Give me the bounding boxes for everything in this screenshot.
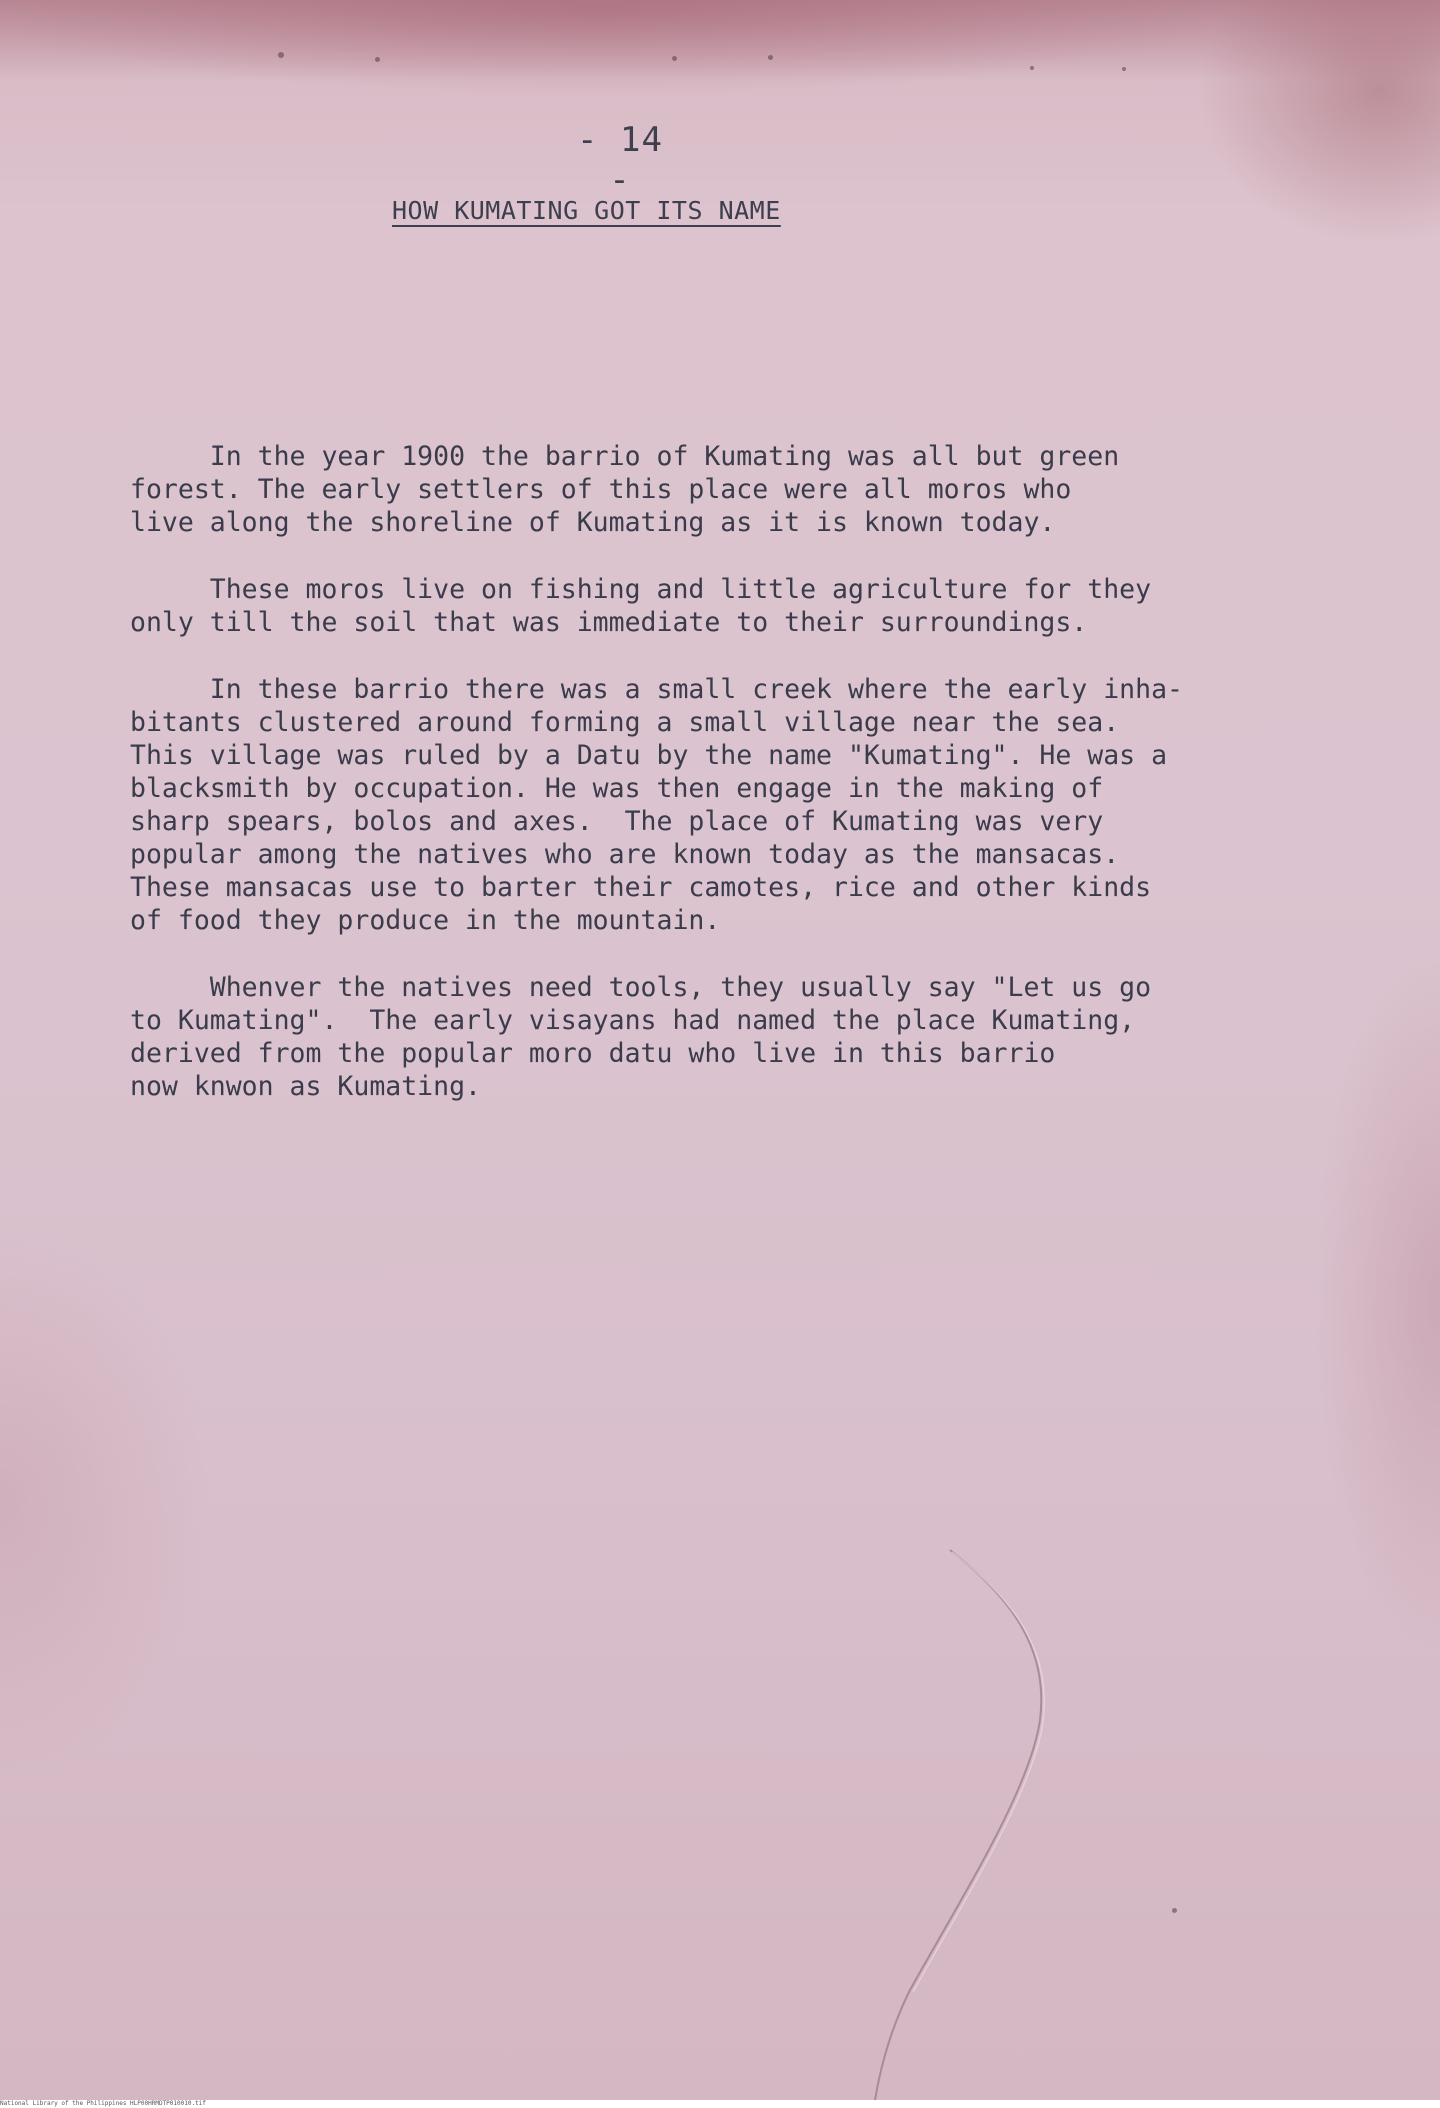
text-line: forest. The early settlers of this place were all moros who	[130, 474, 1072, 505]
text-line: In these barrio there was a small creek where the early inha-	[130, 674, 1183, 705]
document-title: HOW KUMATING GOT ITS NAME	[392, 196, 781, 225]
text-line: only till the soil that was immediate to their surroundings.	[130, 607, 1088, 638]
text-line: bitants clustered around forming a small village near the sea.	[130, 707, 1120, 738]
punch-mark	[1030, 66, 1034, 70]
scan-footer: National Library of the Philippines HLP00HRMDTP010010.tif	[0, 2100, 1440, 2108]
punch-mark	[768, 55, 773, 60]
text-line: of food they produce in the mountain.	[130, 905, 721, 936]
paragraph	[130, 673, 1250, 937]
text-line: live along the shoreline of Kumating as it is known today.	[130, 507, 1056, 538]
punch-mark	[672, 56, 677, 61]
speck-mark	[1172, 1908, 1177, 1913]
text-line: popular among the natives who are known today as the mansacas.	[130, 839, 1120, 870]
text-line: These mansacas use to barter their camotes, rice and other kinds	[130, 872, 1152, 903]
text-line: These moros live on fishing and little agriculture for they	[130, 574, 1152, 605]
text-line: blacksmith by occupation. He was then engage in the making of	[130, 773, 1104, 804]
text-line: This village was ruled by a Datu by the name "Kumating". He was a	[130, 740, 1168, 771]
text-line: In the year 1900 the barrio of Kumating was all but green	[130, 441, 1120, 472]
text-line: derived from the popular moro datu who live in this barrio	[130, 1038, 1056, 1069]
top-stain	[0, 0, 1440, 80]
text-line: to Kumating". The early visayans had named the place Kumating,	[130, 1005, 1136, 1036]
paragraph	[130, 971, 1250, 1103]
text-line: Whenver the natives need tools, they usually say "Let us go	[130, 972, 1152, 1003]
page-number: - 14 -	[577, 120, 663, 200]
text-line: sharp spears, bolos and axes. The place of Kumating was very	[130, 806, 1104, 837]
paragraph	[130, 440, 1250, 539]
document-body	[130, 440, 1250, 1137]
punch-mark	[1122, 67, 1126, 71]
paragraph	[130, 573, 1250, 639]
punch-mark	[375, 57, 380, 62]
text-line: now knwon as Kumating.	[130, 1071, 481, 1102]
punch-mark	[278, 52, 284, 58]
